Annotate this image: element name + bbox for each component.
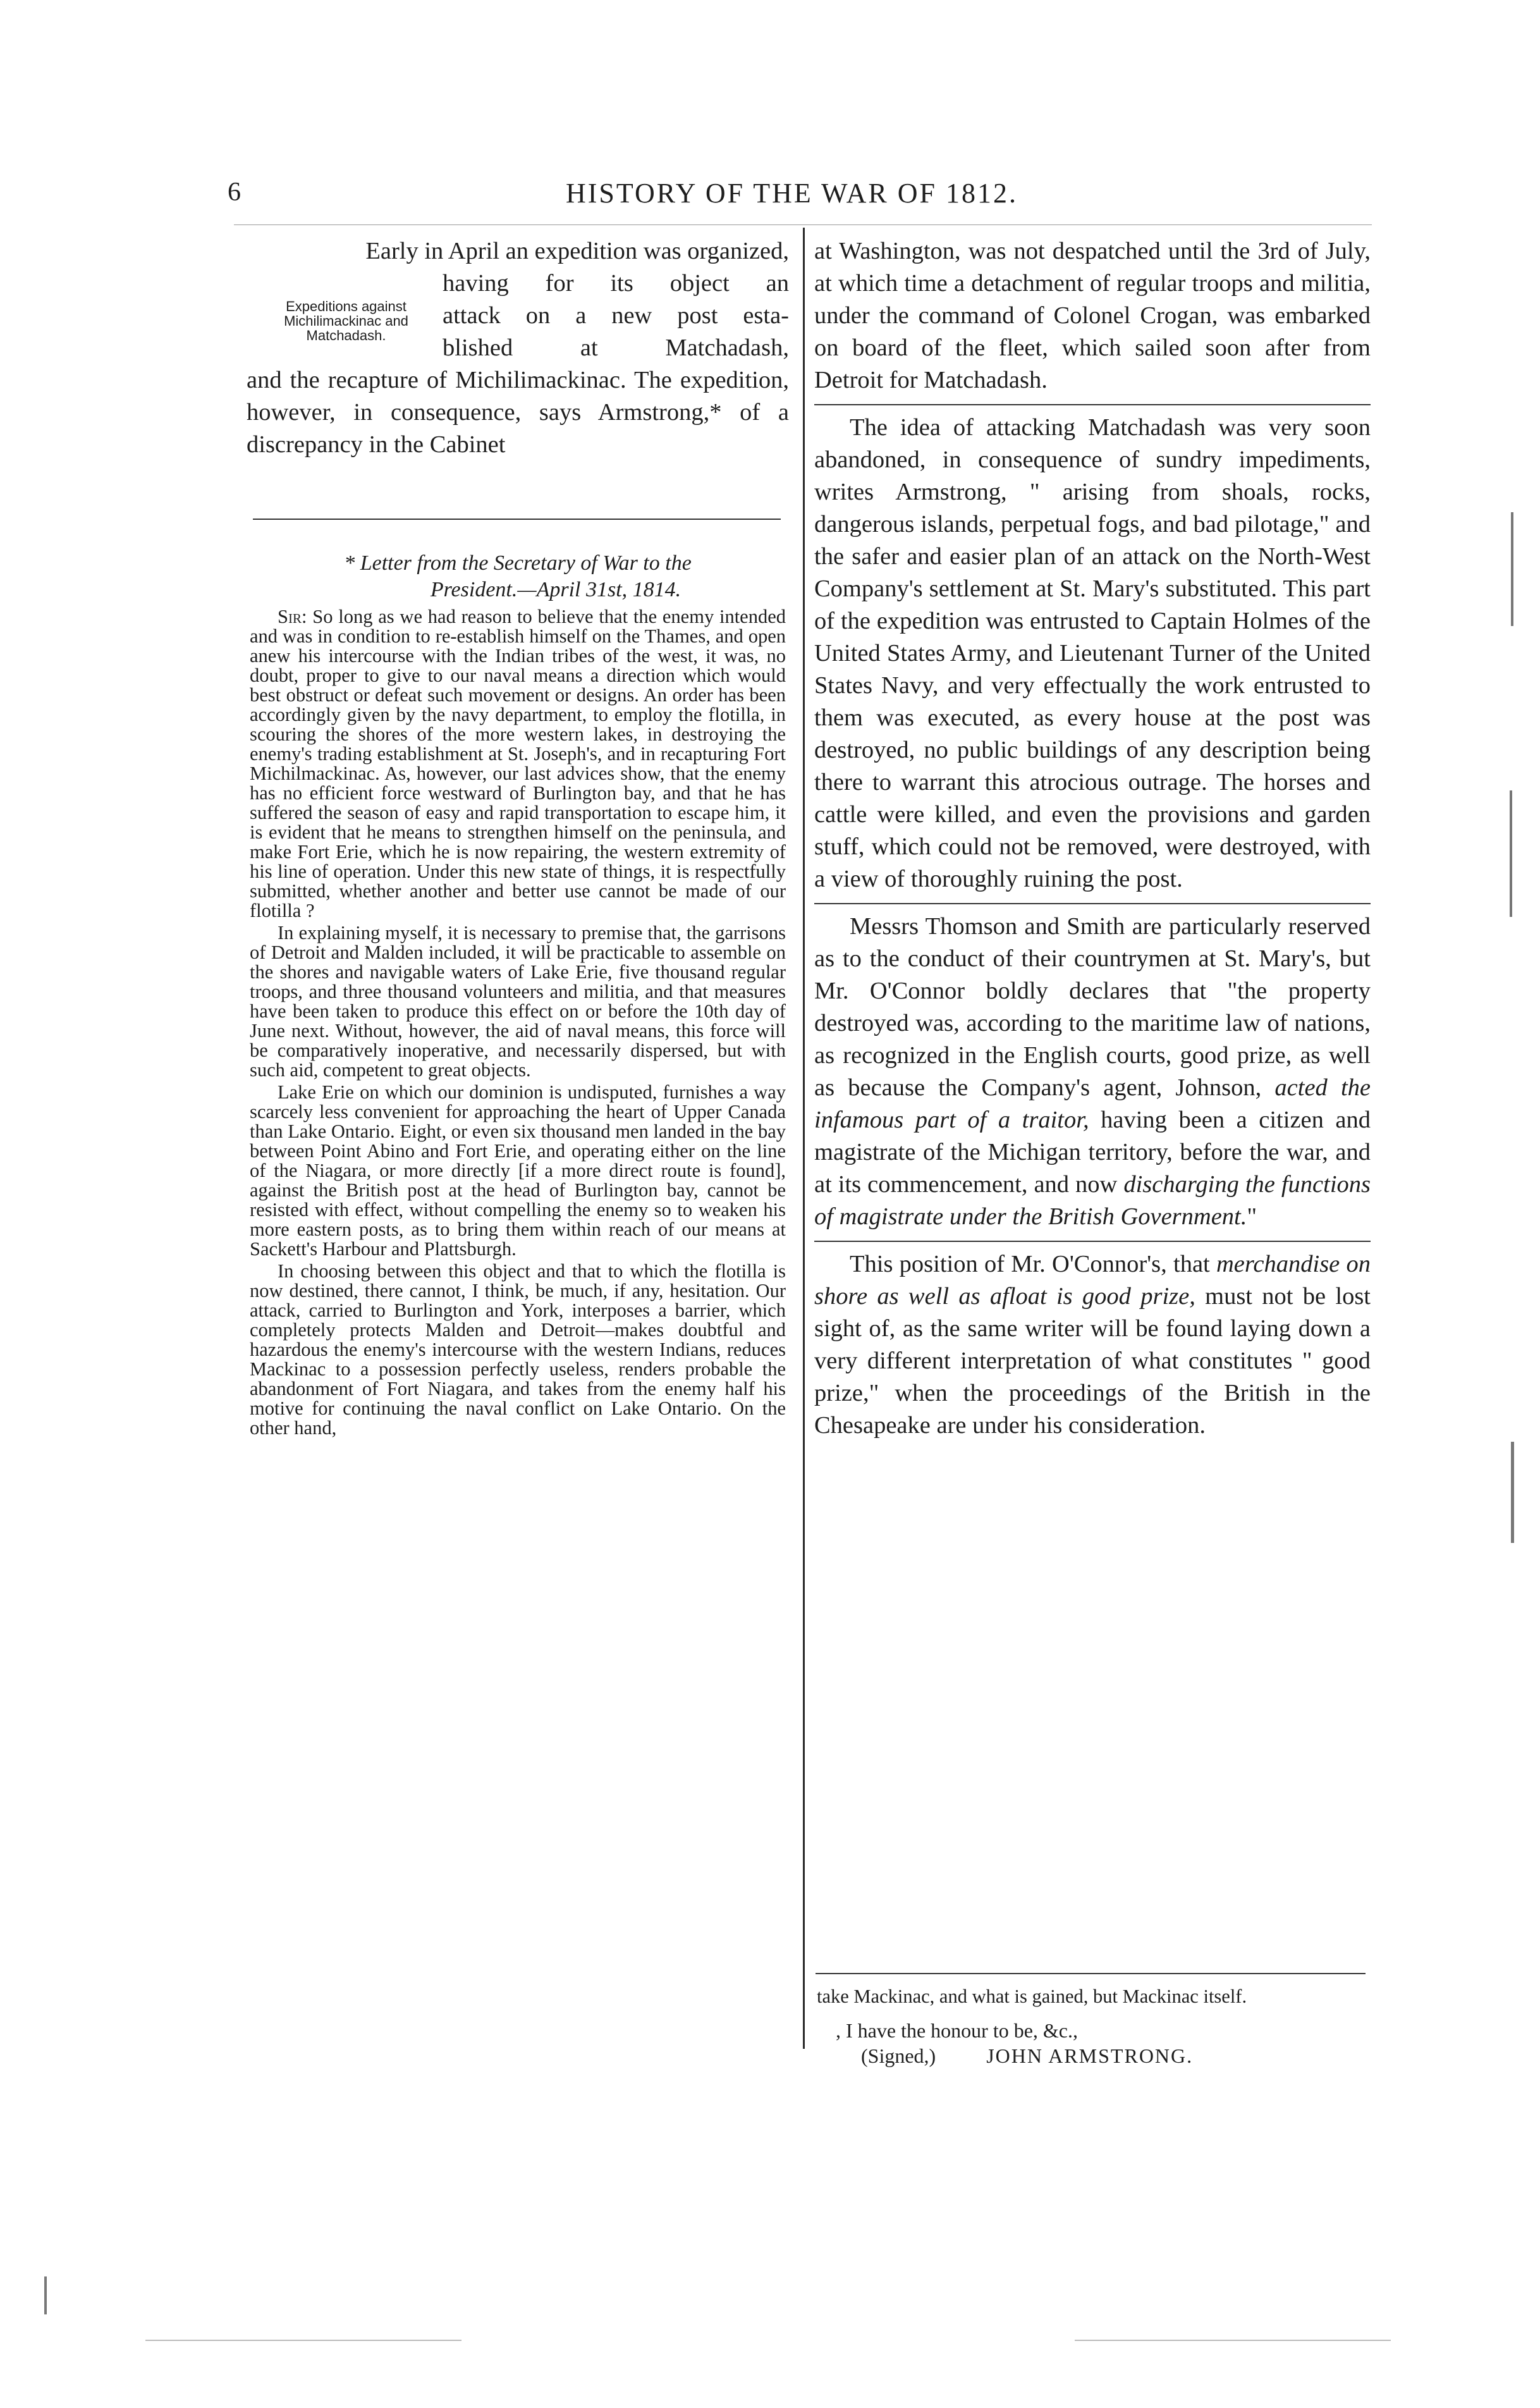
body-paragraph: and the recapture of Michilimackinac. The expedition, however, in consequence, says Armstrong,* of a discrepancy in the Cabinet — [247, 367, 789, 458]
scan-mark — [1510, 790, 1512, 917]
text-run: Messrs Thomson and Smith are particularly reserved as to the conduct of their countrymen at St. Mary's, but Mr. O'Connor boldly declares that " — [814, 913, 1371, 1004]
text-run: having been a citizen and magistrate of the Michigan territory, before the war, and at its commencement, and now — [814, 1107, 1371, 1198]
signature: JOHN ARMSTRONG. — [986, 2044, 1194, 2067]
scan-mark — [145, 2340, 461, 2341]
body-paragraph: The idea of attacking Matchadash was very soon abandoned, in consequence of sundry impediments, writes Armstrong, " arising from shoals, rocks, dangerous islands, perpetual fogs, and bad pilotage," and the safer and easier plan of an attack on the North-West Company's settlement at St. Mary's substituted. This part of the expedition was entrusted to Captain Holmes of the United States Army, and Lieutenant Turner of the United States Navy, and very effectually the work entrusted to them was executed, as every house at the post was destroyed, no public buildings of any description being there to warrant this atrocious outrage. The horses and cattle were killed, and even the provisions and garden stuff, which could not be removed, were destroyed, with a view of thoroughly ruining the post. — [814, 414, 1371, 892]
footnote-continuation — [817, 1987, 1360, 2068]
closing-line: , I have the honour to be, &c., — [836, 2019, 1078, 2042]
signature-line — [817, 2043, 1360, 2068]
scan-mark — [1511, 512, 1513, 626]
body-paragraph: at Washington, was not despatched until the 3rd of July, at which time a detachment of regular troops and militia, under the command of Colonel Crogan, was embarked on board of the fleet, which sailed soon after from Detroit for Matchadash. — [814, 238, 1371, 393]
text-line: having for its object an — [443, 270, 789, 297]
footnote-title-line: President.—April 31st, 1814. — [430, 578, 681, 601]
italic-run: merchandise on shore as well as afloat is good prize, — [814, 1251, 1371, 1310]
body-paragraph — [814, 1248, 1371, 1442]
column-divider — [803, 228, 805, 2049]
paragraph-rule — [814, 1241, 1371, 1242]
page-header — [228, 177, 1378, 221]
footnote-title-line: * Letter from the Secretary of War to the — [344, 551, 692, 575]
italic-run: discharging the functions of magistrate under the British Government. — [814, 1171, 1371, 1230]
text-run: This position of Mr. O'Connor's, that — [850, 1251, 1210, 1277]
footnote-title — [250, 550, 786, 603]
paragraph-rule — [814, 903, 1371, 904]
page-number: 6 — [228, 178, 241, 207]
signed-label: (Signed,) — [861, 2044, 936, 2067]
header-rule — [234, 224, 1372, 225]
right-column — [814, 235, 1371, 1442]
scan-mark — [44, 2276, 47, 2314]
running-title: HISTORY OF THE WAR OF 1812. — [566, 178, 1018, 209]
footnote-paragraph: In choosing between this object and that to which the flotilla is now destined, there cannot, I think, be much, if any, hesitation. Our attack, carried to Burlington and York, interposes a barrier, which completely protects Malden and Detroit—makes doubtful and hazardous the enemy's intercourse with the western Indians, reduces Mackinac to a possession perfectly useless, renders probable the abandonment of Fort Niagara, and takes from the enemy half his motive for continuing the naval conflict on Lake Ontario. On the other hand, — [250, 1260, 786, 1439]
scan-mark — [1511, 1442, 1514, 1543]
footnote-block — [250, 550, 786, 1438]
body-paragraph-opening — [247, 235, 789, 461]
body-paragraph — [814, 911, 1371, 1233]
footnote-paragraph: In explaining myself, it is necessary to premise that, the garrisons of Detroit and Malden included, it will be practicable to assemble on the shores and navigable waters of Lake Erie, five thousand regular troops, and three thousand volunteers and militia, and that measures have been taken to produce this effect on or before the 10th day of June next. Without, however, the aid of naval means, this force will be comparatively inoperative, and necessarily dispersed, but with such aid, competent to great objects. — [250, 922, 786, 1081]
footnote-paragraph — [250, 607, 786, 921]
text-line: blished at Matchadash, — [443, 335, 789, 361]
footnote-rule-left — [253, 519, 781, 520]
footnote-rule-right — [816, 1973, 1366, 1974]
text-run: the property destroyed was, according to the maritime law of nations, as recognized in the English courts, good prize, as well as because the Company's agent, Johnson, — [814, 978, 1371, 1101]
text-line: attack on a new post esta- — [443, 302, 789, 329]
scan-mark — [1075, 2340, 1391, 2341]
footnote-text: So long as we had reason to believe that the enemy intended and was in condition to re-establish himself on the Thames, and open anew his intercourse with the Indian tribes of the west, it was, no doubt, proper to give to our naval means a direction which would best obstruct or defeat such movement or designs. An order has been accordingly given by the navy department, to employ the flotilla, in scouring the shores of the more western lakes, in destroying the enemy's trading establishment at St. Joseph's, and in recapturing Fort Michilmackinac. As, however, our last advices show, that the enemy has no efficient force westward of Burlington bay, and that he has suffered the season of easy and rapid transportation to escape him, it is evident that he means to strengthen himself on the peninsula, and make Fort Erie, which he is now repairing, the western extremity of his line of operation. Under this new state of things, it is respectfully submitted, whether another and better use cannot be made of our flotilla ? — [250, 606, 786, 921]
text-run: must not be lost sight of, as the same writer will be found laying down a very different interpretation of what constitutes " good prize," when the proceedings of the British in the Chesapeake are under his consideration. — [814, 1283, 1371, 1439]
italic-run: acted the infamous part of a traitor, — [814, 1074, 1371, 1133]
footnote-paragraph: take Mackinac, and what is gained, but Mackinac itself. — [817, 1986, 1247, 2007]
text-run: " — [1247, 1203, 1257, 1230]
marginal-note: Expeditions against Michilimackinac and Matchadash. — [284, 298, 408, 343]
paragraph-rule — [814, 404, 1371, 405]
salutation: Sir: — [278, 606, 307, 627]
text-line: Early in April an expedition was organized, — [365, 238, 789, 264]
footnote-paragraph: Lake Erie on which our dominion is undisputed, furnishes a way scarcely less convenient for approaching the heart of Upper Canada than Lake Ontario. Eight, or even six thousand men landed in the bay between Point Abino and Fort Erie, and operating either on the line of the Niagara, or more directly [if a more direct route is found], against the British post at the head of Burlington bay, cannot be resisted with effect, without compelling the enemy so to weaken his more eastern posts, as to bring them within reach of our means at Sackett's Harbour and Plattsburgh. — [250, 1081, 786, 1260]
